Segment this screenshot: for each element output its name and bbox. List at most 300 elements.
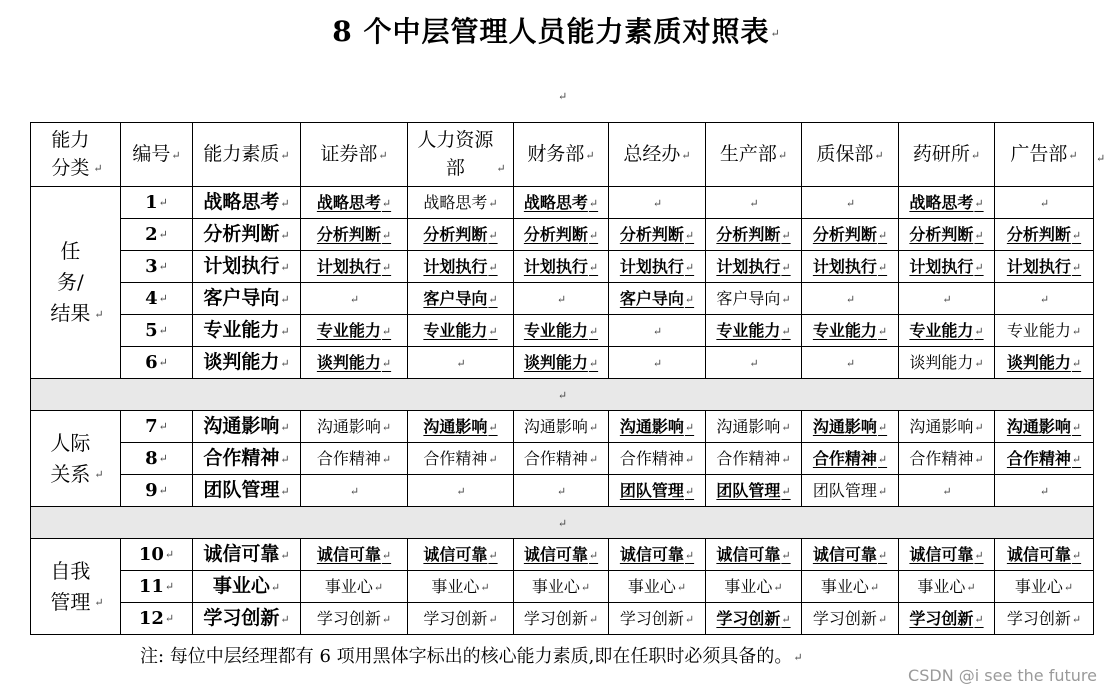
row-number-cell bbox=[121, 187, 193, 219]
department-cell bbox=[408, 411, 514, 443]
competency-name: 沟通影响 bbox=[203, 415, 280, 438]
row-number-cell bbox=[121, 571, 193, 603]
cell-text: 专业能力 bbox=[812, 320, 877, 340]
department-cell bbox=[899, 283, 995, 315]
cell-text: 学习创新 bbox=[1006, 608, 1071, 628]
paragraph-mark-icon: ↵ bbox=[684, 452, 695, 466]
paragraph-mark-icon: ↵ bbox=[381, 612, 392, 626]
paragraph-mark-icon: ↵ bbox=[280, 260, 290, 274]
paragraph-mark-icon: ↵ bbox=[1096, 152, 1106, 165]
department-cell bbox=[514, 603, 609, 635]
header-label: 编号 bbox=[132, 143, 171, 166]
header-label: 能力素质 bbox=[203, 143, 280, 166]
paragraph-mark-icon: ↵ bbox=[974, 612, 984, 626]
cell-text: 学习创新 bbox=[423, 608, 488, 628]
paragraph-mark-icon: ↵ bbox=[877, 228, 888, 242]
paragraph-mark-icon: ↵ bbox=[1071, 228, 1082, 242]
paragraph-mark-icon: ↵ bbox=[877, 548, 888, 562]
department-cell bbox=[899, 411, 995, 443]
paragraph-mark-icon: ↵ bbox=[93, 161, 103, 175]
department-cell bbox=[408, 283, 514, 315]
paragraph-mark-icon: ↵ bbox=[381, 196, 392, 210]
paragraph-mark-icon: ↵ bbox=[877, 612, 888, 626]
cell-text: 谈判能力 bbox=[909, 352, 974, 372]
department-cell bbox=[609, 539, 706, 571]
paragraph-mark-icon: ↵ bbox=[588, 452, 599, 466]
cell-text: 学习创新 bbox=[523, 608, 588, 628]
competency-name-cell bbox=[193, 571, 301, 603]
cell-text: 诚信可靠 bbox=[316, 544, 381, 564]
department-cell bbox=[408, 347, 514, 379]
cell-text: 合作精神 bbox=[619, 448, 684, 468]
paragraph-mark-icon: ↵ bbox=[877, 324, 888, 338]
department-cell bbox=[301, 251, 408, 283]
cell-text: 事业心 bbox=[324, 576, 373, 596]
paragraph-mark-icon: ↵ bbox=[280, 196, 290, 210]
table-row bbox=[31, 251, 1094, 283]
department-cell bbox=[802, 219, 899, 251]
cell-text: 学习创新 bbox=[716, 608, 781, 628]
department-cell bbox=[802, 283, 899, 315]
paragraph-mark-icon: ↵ bbox=[942, 484, 952, 498]
cell-text: 诚信可靠 bbox=[812, 544, 877, 564]
cell-text: 谈判能力 bbox=[316, 352, 381, 372]
cell-text: 合作精神 bbox=[423, 448, 488, 468]
cell-text: 分析判断 bbox=[523, 224, 588, 244]
row-number-cell bbox=[121, 603, 193, 635]
paragraph-mark-icon: ↵ bbox=[793, 650, 803, 664]
cell-text: 分析判断 bbox=[716, 224, 781, 244]
cell-text: 分析判断 bbox=[423, 224, 488, 244]
department-cell bbox=[514, 475, 609, 507]
paragraph-mark-icon: ↵ bbox=[588, 612, 599, 626]
paragraph-mark-icon: ↵ bbox=[556, 484, 567, 498]
cell-text: 战略思考 bbox=[316, 192, 381, 212]
paragraph-mark-icon: ↵ bbox=[94, 468, 104, 482]
table-row bbox=[31, 315, 1094, 347]
paragraph-mark-icon: ↵ bbox=[845, 356, 856, 370]
department-cell bbox=[899, 251, 995, 283]
cell-text: 专业能力 bbox=[1006, 320, 1071, 340]
cell-text: 沟通影响 bbox=[523, 416, 588, 436]
department-cell bbox=[995, 283, 1094, 315]
department-cell bbox=[802, 603, 899, 635]
department-cell bbox=[514, 571, 609, 603]
paragraph-mark-icon: ↵ bbox=[381, 228, 392, 242]
row-number: 7 bbox=[145, 415, 158, 437]
table-row bbox=[31, 219, 1094, 251]
cell-text: 战略思考 bbox=[523, 192, 588, 212]
cell-text: 专业能力 bbox=[316, 320, 381, 340]
paragraph-mark-icon: ↵ bbox=[456, 484, 466, 498]
paragraph-mark-icon: ↵ bbox=[970, 148, 981, 162]
paragraph-mark-icon: ↵ bbox=[588, 356, 599, 370]
paragraph-mark-icon: ↵ bbox=[684, 260, 695, 274]
paragraph-mark-icon: ↵ bbox=[1071, 548, 1082, 562]
competency-name: 计划执行 bbox=[203, 255, 280, 278]
cell-text: 团队管理 bbox=[716, 480, 781, 500]
paragraph-mark-icon: ↵ bbox=[681, 148, 691, 162]
paragraph-mark-icon: ↵ bbox=[1063, 580, 1074, 594]
cell-text: 客户导向 bbox=[716, 288, 781, 308]
paragraph-mark-icon: ↵ bbox=[280, 324, 290, 338]
row-number: 2 bbox=[145, 223, 158, 245]
paragraph-mark-icon: ↵ bbox=[1071, 612, 1082, 626]
paragraph-mark-icon: ↵ bbox=[652, 324, 663, 338]
paragraph-mark-icon: ↵ bbox=[684, 292, 695, 306]
cell-text: 计划执行 bbox=[812, 256, 877, 276]
category-label: 人际关系 bbox=[50, 430, 91, 486]
department-cell bbox=[609, 283, 706, 315]
row-number: 4 bbox=[145, 287, 158, 309]
paragraph-mark-icon: ↵ bbox=[974, 196, 984, 210]
paragraph-mark-icon: ↵ bbox=[974, 548, 984, 562]
row-number-cell bbox=[121, 251, 193, 283]
department-cell bbox=[408, 475, 514, 507]
department-cell bbox=[514, 443, 609, 475]
department-cell bbox=[301, 571, 408, 603]
paragraph-mark-icon: ↵ bbox=[488, 292, 498, 306]
department-cell bbox=[995, 251, 1094, 283]
paragraph-mark-icon: ↵ bbox=[770, 27, 781, 40]
header-label: 总经办 bbox=[623, 143, 681, 166]
department-cell bbox=[995, 187, 1094, 219]
department-cell bbox=[802, 411, 899, 443]
category-cell bbox=[31, 539, 121, 635]
cell-text: 专业能力 bbox=[716, 320, 781, 340]
department-cell bbox=[301, 219, 408, 251]
cell-text: 谈判能力 bbox=[1006, 352, 1071, 372]
table-row bbox=[31, 443, 1094, 475]
department-cell bbox=[706, 539, 802, 571]
cell-text: 分析判断 bbox=[812, 224, 877, 244]
paragraph-mark-icon: ↵ bbox=[158, 260, 168, 274]
cell-text: 合作精神 bbox=[316, 448, 381, 468]
department-cell bbox=[706, 475, 802, 507]
cell-text: 沟通影响 bbox=[716, 416, 781, 436]
row-number: 3 bbox=[145, 255, 158, 277]
paragraph-mark-icon: ↵ bbox=[588, 548, 599, 562]
header-cell bbox=[514, 123, 609, 187]
paragraph-mark-icon: ↵ bbox=[781, 548, 791, 562]
row-number: 12 bbox=[138, 607, 164, 629]
department-cell bbox=[706, 603, 802, 635]
paragraph-mark-icon: ↵ bbox=[684, 420, 695, 434]
paragraph-mark-icon: ↵ bbox=[280, 356, 290, 370]
paragraph-mark-icon: ↵ bbox=[1039, 196, 1050, 210]
paragraph-mark-icon: ↵ bbox=[381, 452, 392, 466]
table-row bbox=[31, 187, 1094, 219]
paragraph-mark-icon: ↵ bbox=[781, 228, 791, 242]
separator-cell bbox=[31, 379, 1094, 411]
competency-name-cell bbox=[193, 347, 301, 379]
department-cell bbox=[408, 603, 514, 635]
department-cell bbox=[802, 443, 899, 475]
paragraph-mark-icon: ↵ bbox=[781, 420, 791, 434]
department-cell bbox=[995, 219, 1094, 251]
department-cell bbox=[301, 475, 408, 507]
paragraph-mark-icon: ↵ bbox=[877, 420, 888, 434]
paragraph-mark-icon: ↵ bbox=[749, 196, 759, 210]
paragraph-mark-icon: ↵ bbox=[171, 148, 181, 162]
department-cell bbox=[514, 539, 609, 571]
department-cell bbox=[514, 283, 609, 315]
paragraph-mark-icon: ↵ bbox=[488, 612, 498, 626]
header-row bbox=[31, 123, 1094, 187]
department-cell bbox=[706, 315, 802, 347]
department-cell bbox=[899, 219, 995, 251]
paragraph-mark-icon: ↵ bbox=[488, 324, 498, 338]
department-cell bbox=[514, 347, 609, 379]
department-cell bbox=[301, 315, 408, 347]
row-number: 5 bbox=[145, 319, 158, 341]
category-label: 任务/结果 bbox=[50, 239, 91, 325]
cell-text: 合作精神 bbox=[812, 448, 877, 468]
department-cell bbox=[301, 443, 408, 475]
cell-text: 计划执行 bbox=[909, 256, 974, 276]
cell-text: 事业心 bbox=[917, 576, 966, 596]
cell-text: 沟通影响 bbox=[1006, 416, 1071, 436]
department-cell bbox=[514, 315, 609, 347]
cell-text: 沟通影响 bbox=[909, 416, 974, 436]
row-number: 6 bbox=[145, 351, 158, 373]
category-cell bbox=[31, 187, 121, 379]
cell-text: 诚信可靠 bbox=[909, 544, 974, 564]
paragraph-mark-icon: ↵ bbox=[777, 148, 788, 162]
table-row bbox=[31, 571, 1094, 603]
paragraph-mark-icon: ↵ bbox=[280, 548, 290, 562]
department-cell bbox=[706, 283, 802, 315]
cell-text: 合作精神 bbox=[523, 448, 588, 468]
department-cell bbox=[514, 187, 609, 219]
paragraph-mark-icon: ↵ bbox=[781, 484, 791, 498]
department-cell bbox=[899, 539, 995, 571]
department-cell bbox=[609, 187, 706, 219]
header-cell bbox=[802, 123, 899, 187]
department-cell bbox=[899, 347, 995, 379]
department-cell bbox=[802, 539, 899, 571]
row-number-cell bbox=[121, 315, 193, 347]
paragraph-mark-icon: ↵ bbox=[877, 452, 888, 466]
department-cell bbox=[301, 603, 408, 635]
paragraph-mark-icon: ↵ bbox=[349, 292, 360, 306]
cell-text: 客户导向 bbox=[423, 288, 488, 308]
cell-text: 事业心 bbox=[820, 576, 869, 596]
cell-text: 战略思考 bbox=[423, 192, 488, 212]
cell-text: 计划执行 bbox=[1006, 256, 1071, 276]
cell-text: 事业心 bbox=[627, 576, 676, 596]
department-cell bbox=[408, 315, 514, 347]
cell-text: 学习创新 bbox=[316, 608, 381, 628]
paragraph-mark-icon: ↵ bbox=[1071, 260, 1082, 274]
paragraph-mark-icon: ↵ bbox=[164, 580, 175, 594]
cell-text: 专业能力 bbox=[523, 320, 588, 340]
department-cell bbox=[802, 315, 899, 347]
table-row bbox=[31, 603, 1094, 635]
row-number-cell bbox=[121, 283, 193, 315]
department-cell bbox=[706, 251, 802, 283]
department-cell bbox=[995, 603, 1094, 635]
cell-text: 战略思考 bbox=[909, 192, 974, 212]
department-cell bbox=[899, 443, 995, 475]
cell-text: 诚信可靠 bbox=[423, 544, 488, 564]
paragraph-mark-icon: ↵ bbox=[652, 196, 663, 210]
section-separator-row bbox=[31, 507, 1094, 539]
header-label: 质保部 bbox=[816, 143, 874, 166]
paragraph-mark-icon: ↵ bbox=[158, 452, 168, 466]
department-cell bbox=[802, 187, 899, 219]
cell-text: 诚信可靠 bbox=[523, 544, 588, 564]
cell-text: 计划执行 bbox=[423, 256, 488, 276]
header-cell bbox=[706, 123, 802, 187]
department-cell bbox=[706, 219, 802, 251]
paragraph-mark-icon: ↵ bbox=[877, 484, 888, 498]
department-cell bbox=[802, 475, 899, 507]
paragraph-mark-icon: ↵ bbox=[480, 580, 490, 594]
cell-text: 计划执行 bbox=[316, 256, 381, 276]
cell-text: 合作精神 bbox=[716, 448, 781, 468]
department-cell bbox=[609, 571, 706, 603]
footnote bbox=[140, 642, 803, 668]
paragraph-mark-icon: ↵ bbox=[556, 292, 567, 306]
competency-name: 合作精神 bbox=[203, 447, 280, 470]
header-cell bbox=[408, 123, 514, 187]
cell-text: 计划执行 bbox=[716, 256, 781, 276]
cell-text: 学习创新 bbox=[812, 608, 877, 628]
cell-text: 计划执行 bbox=[619, 256, 684, 276]
table-row bbox=[31, 347, 1094, 379]
paragraph-mark-icon: ↵ bbox=[588, 324, 599, 338]
competency-name: 事业心 bbox=[212, 575, 270, 598]
department-cell bbox=[609, 315, 706, 347]
paragraph-mark-icon: ↵ bbox=[781, 452, 791, 466]
footnote-text: 注: 每位中层经理都有 6 项用黑体字标出的核心能力素质,即在任职时必须具备的。 bbox=[140, 646, 793, 667]
cell-text: 分析判断 bbox=[1006, 224, 1071, 244]
competency-name-cell bbox=[193, 187, 301, 219]
paragraph-mark-icon: ↵ bbox=[974, 356, 984, 370]
department-cell bbox=[609, 251, 706, 283]
cell-text: 谈判能力 bbox=[523, 352, 588, 372]
paragraph-mark-icon: ↵ bbox=[164, 548, 175, 562]
watermark: CSDN @i see the future bbox=[908, 666, 1097, 685]
paragraph-mark-icon: ↵ bbox=[1071, 324, 1082, 338]
department-cell bbox=[408, 443, 514, 475]
department-cell bbox=[899, 603, 995, 635]
paragraph-mark-icon: ↵ bbox=[280, 148, 290, 162]
cell-text: 专业能力 bbox=[909, 320, 974, 340]
department-cell bbox=[609, 603, 706, 635]
paragraph-mark-icon: ↵ bbox=[781, 292, 791, 306]
table-row bbox=[31, 475, 1094, 507]
cell-text: 合作精神 bbox=[909, 448, 974, 468]
paragraph-mark-icon: ↵ bbox=[378, 148, 388, 162]
department-cell bbox=[514, 219, 609, 251]
paragraph-mark-icon: ↵ bbox=[158, 420, 168, 434]
row-number-cell bbox=[121, 539, 193, 571]
category-cell bbox=[31, 411, 121, 507]
header-cell bbox=[609, 123, 706, 187]
department-cell bbox=[609, 443, 706, 475]
cell-text: 学习创新 bbox=[909, 608, 974, 628]
department-cell bbox=[609, 475, 706, 507]
row-number-cell bbox=[121, 475, 193, 507]
department-cell bbox=[706, 347, 802, 379]
row-number-cell bbox=[121, 411, 193, 443]
paragraph-mark-icon: ↵ bbox=[381, 548, 392, 562]
paragraph-mark-icon: ↵ bbox=[558, 90, 568, 103]
header-cell bbox=[31, 123, 121, 187]
cell-text: 诚信可靠 bbox=[1006, 544, 1071, 564]
paragraph-mark-icon: ↵ bbox=[580, 580, 591, 594]
paragraph-mark-icon: ↵ bbox=[874, 148, 884, 162]
paragraph-mark-icon: ↵ bbox=[270, 580, 281, 594]
cell-text: 事业心 bbox=[1014, 576, 1063, 596]
cell-text: 诚信可靠 bbox=[619, 544, 684, 564]
competency-name: 专业能力 bbox=[203, 319, 280, 342]
cell-text: 事业心 bbox=[531, 576, 580, 596]
paragraph-mark-icon: ↵ bbox=[158, 196, 168, 210]
paragraph-mark-icon: ↵ bbox=[684, 548, 695, 562]
department-cell bbox=[301, 539, 408, 571]
department-cell bbox=[995, 539, 1094, 571]
paragraph-mark-icon: ↵ bbox=[684, 612, 695, 626]
department-cell bbox=[899, 571, 995, 603]
paragraph-mark-icon: ↵ bbox=[974, 260, 984, 274]
department-cell bbox=[408, 219, 514, 251]
department-cell bbox=[408, 571, 514, 603]
row-number: 9 bbox=[145, 479, 158, 501]
paragraph-mark-icon: ↵ bbox=[974, 420, 984, 434]
cell-text: 分析判断 bbox=[909, 224, 974, 244]
paragraph-mark-icon: ↵ bbox=[877, 260, 888, 274]
department-cell bbox=[408, 187, 514, 219]
paragraph-mark-icon: ↵ bbox=[588, 196, 599, 210]
department-cell bbox=[995, 475, 1094, 507]
department-cell bbox=[995, 411, 1094, 443]
row-number: 1 bbox=[145, 191, 158, 213]
paragraph-mark-icon: ↵ bbox=[488, 260, 498, 274]
competency-name-cell bbox=[193, 603, 301, 635]
paragraph-mark-icon: ↵ bbox=[1068, 148, 1078, 162]
header-cell bbox=[193, 123, 301, 187]
competency-name-cell bbox=[193, 539, 301, 571]
paragraph-mark-icon: ↵ bbox=[158, 484, 168, 498]
paragraph-mark-icon: ↵ bbox=[488, 420, 498, 434]
department-cell bbox=[995, 315, 1094, 347]
paragraph-mark-icon: ↵ bbox=[557, 388, 568, 402]
department-cell bbox=[706, 443, 802, 475]
paragraph-mark-icon: ↵ bbox=[381, 260, 392, 274]
paragraph-mark-icon: ↵ bbox=[94, 307, 104, 321]
paragraph-mark-icon: ↵ bbox=[781, 612, 791, 626]
paragraph-mark-icon: ↵ bbox=[158, 228, 168, 242]
competency-name: 分析判断 bbox=[203, 223, 280, 246]
paragraph-mark-icon: ↵ bbox=[588, 228, 599, 242]
paragraph-mark-icon: ↵ bbox=[781, 260, 791, 274]
cell-text: 团队管理 bbox=[812, 480, 877, 500]
competency-name-cell bbox=[193, 315, 301, 347]
cell-text: 团队管理 bbox=[619, 480, 684, 500]
paragraph-mark-icon: ↵ bbox=[869, 580, 880, 594]
cell-text: 诚信可靠 bbox=[716, 544, 781, 564]
paragraph-mark-icon: ↵ bbox=[456, 356, 466, 370]
row-number-cell bbox=[121, 443, 193, 475]
department-cell bbox=[301, 347, 408, 379]
paragraph-mark-icon: ↵ bbox=[381, 356, 392, 370]
competency-name-cell bbox=[193, 251, 301, 283]
paragraph-mark-icon: ↵ bbox=[381, 324, 392, 338]
paragraph-mark-icon: ↵ bbox=[280, 292, 290, 306]
